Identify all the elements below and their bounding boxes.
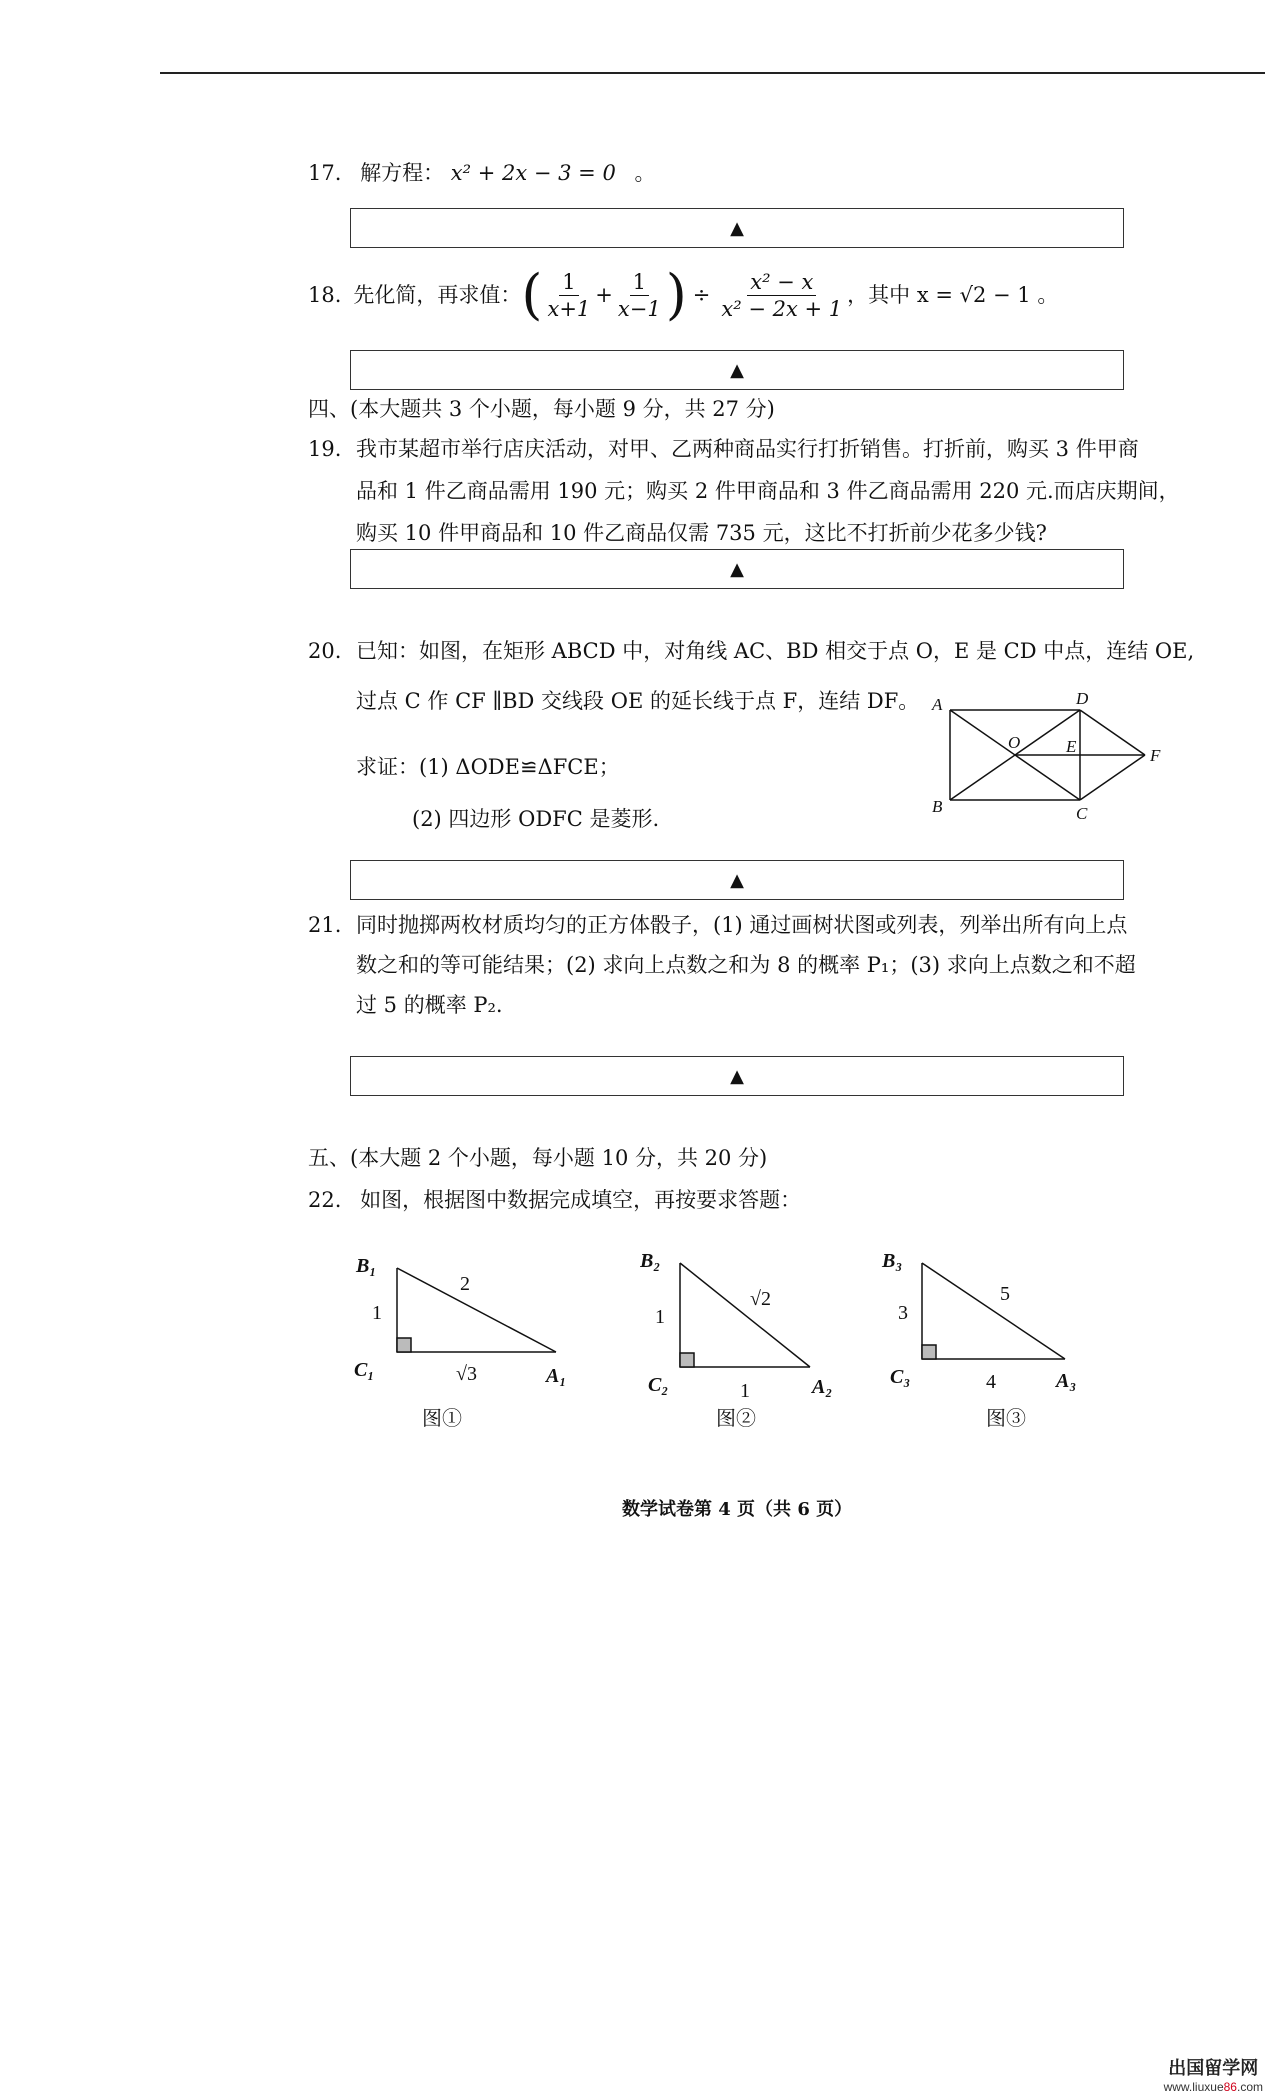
question-line: 品和 1 件乙商品需用 190 元；购买 2 件甲商品和 3 件乙商品需用 220 元.而店庆期间， bbox=[356, 479, 1180, 503]
question-22 bbox=[308, 1185, 801, 1215]
question-17 bbox=[308, 158, 656, 188]
vertex-c: C₂ bbox=[648, 1374, 669, 1396]
label-b: B bbox=[932, 797, 943, 816]
rectangle-diagram bbox=[920, 680, 1170, 830]
vertex-b: B₃ bbox=[882, 1250, 903, 1272]
vertex-a: A₂ bbox=[812, 1376, 833, 1398]
answer-box-19[interactable] bbox=[350, 549, 1124, 589]
vertex-b: B₁ bbox=[356, 1255, 377, 1277]
vertex-c: C₃ bbox=[890, 1366, 911, 1388]
divide-sign: ÷ bbox=[692, 283, 711, 307]
answer-marker-icon: ▲ bbox=[730, 1065, 744, 1087]
fraction-3 bbox=[718, 269, 845, 322]
watermark-url-part: 86 bbox=[1223, 2080, 1237, 2094]
side-ab: 5 bbox=[1000, 1283, 1010, 1305]
side-bc: 1 bbox=[372, 1302, 382, 1324]
fraction-numerator: x² − x bbox=[747, 269, 816, 296]
punctuation: 。 bbox=[634, 161, 656, 185]
vertex-c: C₁ bbox=[354, 1359, 375, 1381]
vertex-b: B₂ bbox=[640, 1250, 661, 1272]
fraction-1 bbox=[544, 269, 593, 322]
vertex-a: A₃ bbox=[1056, 1370, 1077, 1392]
question-number: 20. bbox=[308, 639, 342, 663]
fraction-numerator: 1 bbox=[559, 269, 578, 296]
side-ca: √3 bbox=[456, 1363, 477, 1385]
prove-part-2: (2) 四边形 ODFC 是菱形. bbox=[412, 807, 660, 831]
question-line: 过 5 的概率 P₂. bbox=[356, 993, 503, 1017]
watermark-url bbox=[1164, 2080, 1263, 2094]
figure-caption: 图① bbox=[422, 1408, 462, 1430]
top-rule bbox=[160, 72, 1265, 74]
label-c: C bbox=[1076, 804, 1088, 823]
figure-caption: 图③ bbox=[986, 1408, 1026, 1430]
question-number: 22. bbox=[308, 1188, 342, 1212]
right-paren: ) bbox=[665, 263, 687, 326]
side-ca: 4 bbox=[986, 1371, 996, 1393]
fraction-denominator: x² − 2x + 1 bbox=[721, 296, 843, 321]
answer-box-20[interactable] bbox=[350, 860, 1124, 900]
question-line: 数之和的等可能结果；(2) 求向上点数之和为 8 的概率 P₁；(3) 求向上点数之和不超 bbox=[356, 953, 1136, 977]
answer-marker-icon: ▲ bbox=[730, 359, 744, 381]
prove-part-1: 求证：(1) ΔODE≌ΔFCE； bbox=[356, 755, 620, 779]
triangle-figure-3 bbox=[880, 1245, 1100, 1450]
triangle-figure-2 bbox=[640, 1245, 860, 1450]
question-line: 同时抛掷两枚材质均匀的正方体骰子，(1) 通过画树状图或列表，列举出所有向上点 bbox=[356, 913, 1128, 937]
side-ab: 2 bbox=[460, 1273, 470, 1295]
fraction-numerator: 1 bbox=[630, 269, 649, 296]
watermark-url-part: www.liuxue bbox=[1163, 2080, 1224, 2094]
side-bc: 1 bbox=[655, 1306, 665, 1328]
question-text: 解方程： bbox=[360, 161, 445, 185]
label-d: D bbox=[1076, 689, 1089, 708]
question-line: 过点 C 作 CF ∥BD 交线段 OE 的延长线于点 F，连结 DF。 bbox=[356, 689, 920, 713]
watermark-url-part: .com bbox=[1236, 2080, 1263, 2094]
triangle-figure-1 bbox=[350, 1250, 590, 1450]
answer-marker-icon: ▲ bbox=[730, 869, 744, 891]
answer-box-17[interactable] bbox=[350, 208, 1124, 248]
side-ab: √2 bbox=[750, 1288, 771, 1310]
answer-marker-icon: ▲ bbox=[730, 217, 744, 239]
answer-box-21[interactable] bbox=[350, 1056, 1124, 1096]
side-bc: 3 bbox=[898, 1302, 908, 1324]
answer-box-18[interactable] bbox=[350, 350, 1124, 390]
question-line: 我市某超市举行店庆活动，对甲、乙两种商品实行打折销售。打折前，购买 3 件甲商 bbox=[356, 437, 1139, 461]
site-watermark bbox=[1164, 2054, 1263, 2094]
question-line: 购买 10 件甲商品和 10 件乙商品仅需 735 元，这比不打折前少花多少钱? bbox=[356, 521, 1047, 545]
plus-sign: + bbox=[595, 283, 613, 307]
figure-caption: 图② bbox=[716, 1408, 756, 1430]
vertex-a: A₁ bbox=[546, 1365, 567, 1387]
section-4-heading: 四、(本大题共 3 个小题，每小题 9 分，共 27 分) bbox=[308, 397, 775, 421]
side-ca: 1 bbox=[740, 1380, 750, 1402]
answer-marker-icon: ▲ bbox=[730, 558, 744, 580]
equation: x² + 2x − 3 = 0 bbox=[450, 161, 616, 185]
fraction-denominator: x−1 bbox=[617, 296, 661, 321]
question-number: 17. bbox=[308, 161, 342, 185]
question-line: 已知：如图，在矩形 ABCD 中，对角线 AC、BD 相交于点 O，E 是 CD 中点，连结 OE, bbox=[356, 639, 1195, 663]
question-text: 如图，根据图中数据完成填空，再按要求答题： bbox=[360, 1188, 802, 1212]
question-number: 19. bbox=[308, 437, 342, 461]
question-text: 先化简，再求值： bbox=[353, 283, 522, 307]
question-18 bbox=[308, 262, 1058, 328]
label-f: F bbox=[1150, 746, 1161, 765]
label-e: E bbox=[1066, 737, 1077, 756]
fraction-2 bbox=[615, 269, 664, 322]
watermark-title: 出国留学网 bbox=[1168, 2058, 1259, 2078]
section-5-heading: 五、(本大题 2 个小题，每小题 10 分，共 20 分) bbox=[308, 1146, 768, 1170]
left-paren: ( bbox=[521, 263, 543, 326]
label-o: O bbox=[1008, 733, 1021, 752]
question-number: 21. bbox=[308, 913, 342, 937]
label-a: A bbox=[932, 695, 943, 714]
fraction-denominator: x+1 bbox=[547, 296, 591, 321]
page-footer: 数学试卷第 4 页（共 6 页） bbox=[622, 1499, 853, 1520]
question-tail: ，其中 x = √2 − 1 。 bbox=[847, 283, 1059, 307]
question-number: 18. bbox=[308, 283, 342, 307]
